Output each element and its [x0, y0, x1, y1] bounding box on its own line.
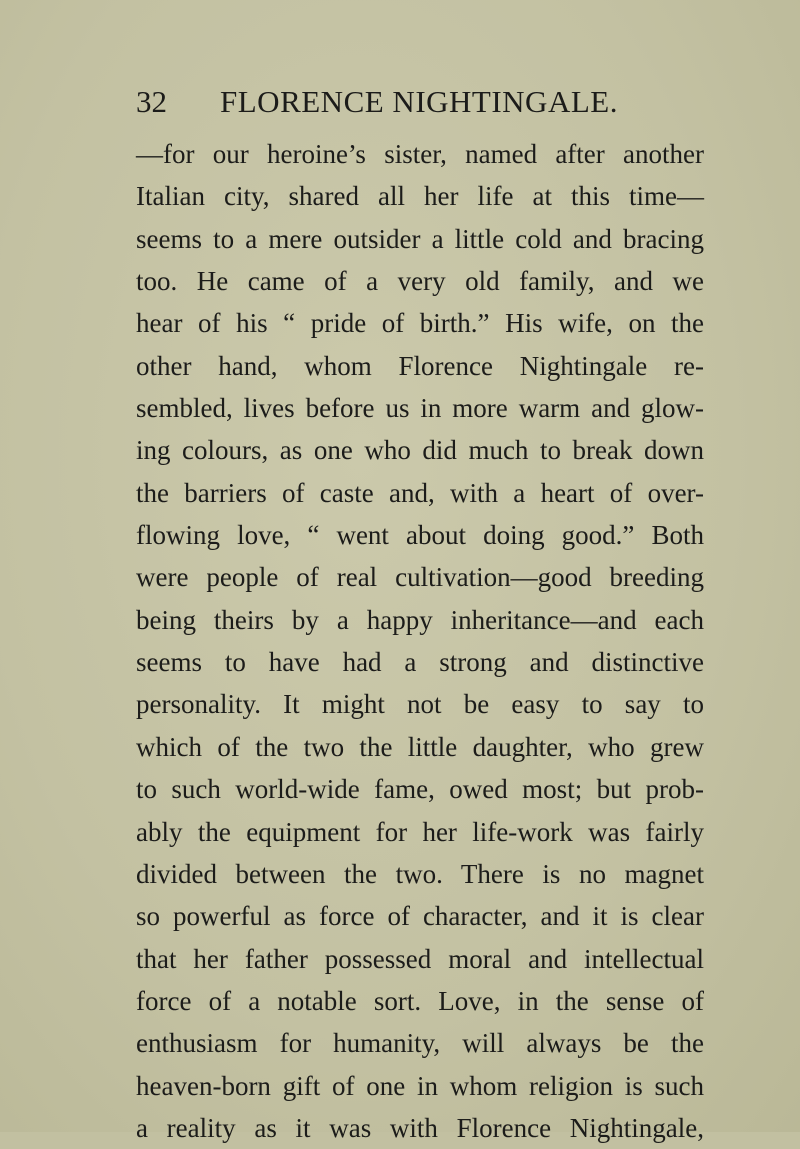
running-head — [136, 82, 696, 122]
text-line: too. He came of a very old family, and we — [136, 266, 704, 297]
page-number: 32 — [136, 84, 167, 119]
text-line: being theirs by a happy inheritance—and each — [136, 604, 704, 635]
text-line: other hand, whom Florence Nightingale re- — [136, 350, 704, 381]
text-line: seems to a mere outsider a little cold and bracing — [136, 223, 704, 254]
text-line: hear of his “ pride of birth.” His wife, on the — [136, 308, 704, 339]
text-line: force of a notable sort. Love, in the sense of — [136, 985, 704, 1016]
text-line: were people of real cultivation—good breeding — [136, 562, 704, 593]
text-line: to such world-wide fame, owed most; but prob- — [136, 774, 704, 805]
text-line: Italian city, shared all her life at this time— — [136, 181, 704, 212]
text-line: sembled, lives before us in more warm and glow- — [136, 393, 704, 424]
body-text — [136, 133, 704, 1149]
text-line: flowing love, “ went about doing good.” Both — [136, 520, 704, 551]
text-line: which of the two the little daughter, who grew — [136, 731, 704, 762]
text-line: enthusiasm for humanity, will always be the — [136, 1028, 704, 1059]
text-line: —for our heroine’s sister, named after another — [136, 139, 704, 169]
text-line: ably the equipment for her life-work was fairly — [136, 816, 704, 847]
text-line: a reality as it was with Florence Nightingale, — [136, 1112, 704, 1143]
text-line: seems to have had a strong and distinctive — [136, 647, 704, 678]
text-line: so powerful as force of character, and it is clear — [136, 901, 704, 932]
running-title: FLORENCE NIGHTINGALE. — [220, 84, 618, 119]
text-line: divided between the two. There is no magnet — [136, 858, 704, 889]
text-line: the barriers of caste and, with a heart of over- — [136, 477, 704, 508]
text-line: heaven-born gift of one in whom religion is such — [136, 1070, 704, 1101]
text-line: ing colours, as one who did much to break down — [136, 435, 704, 466]
text-line: personality. It might not be easy to say to — [136, 689, 704, 720]
text-line: that her father possessed moral and intellectual — [136, 943, 704, 974]
